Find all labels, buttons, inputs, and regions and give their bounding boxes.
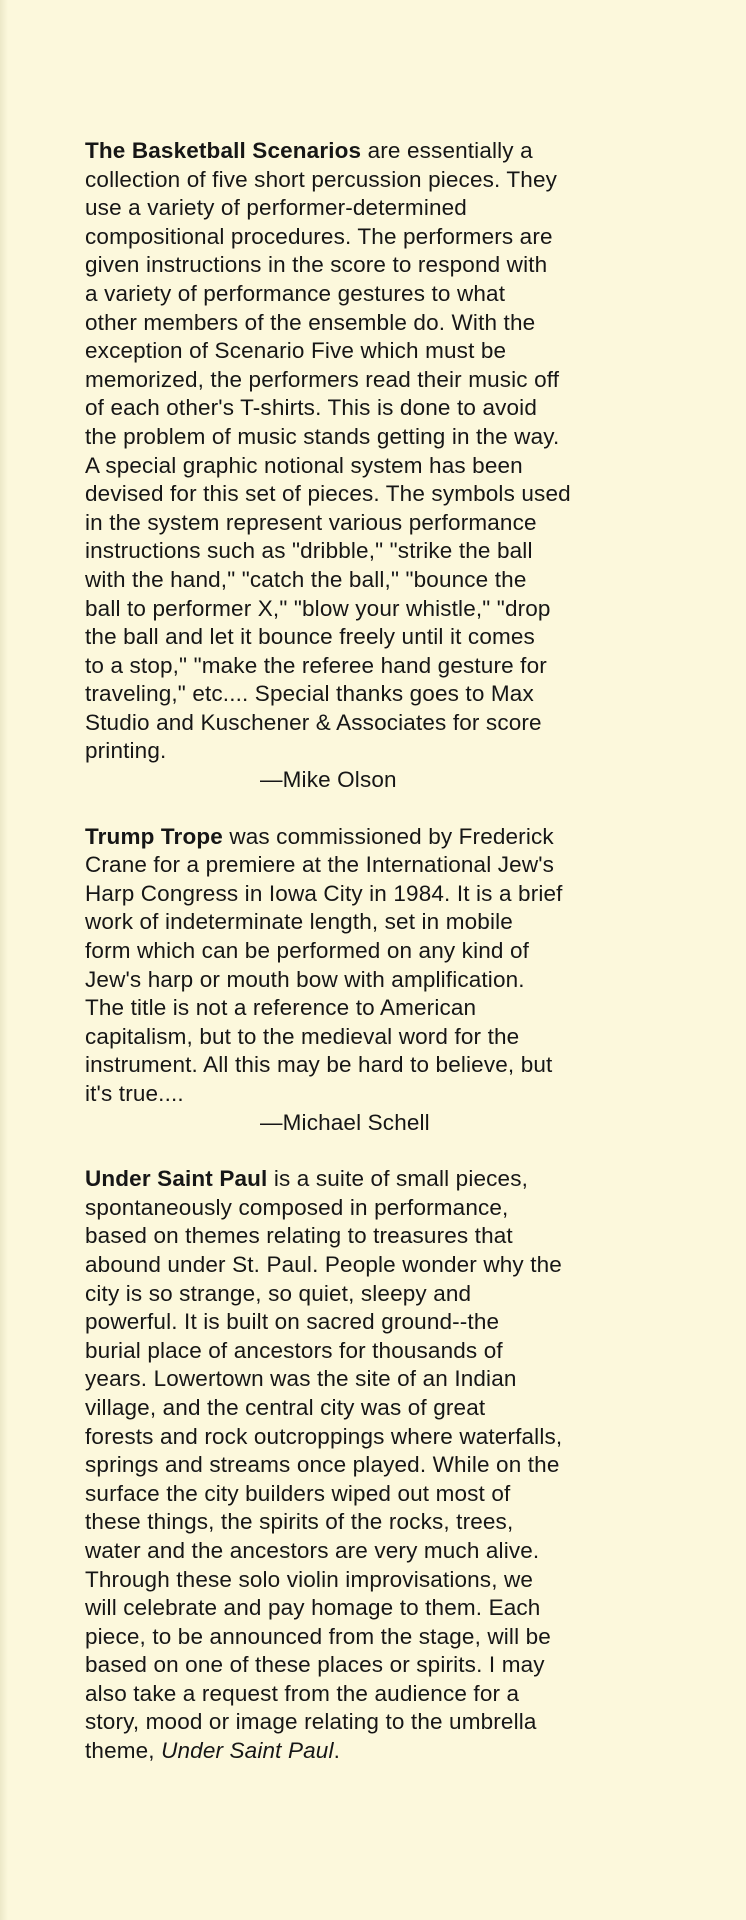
note-line: city is so strange, so quiet, sleepy and [85, 1280, 472, 1306]
piece-title: The Basketball Scenarios [85, 138, 362, 163]
note-line: in the system represent various performance [85, 509, 537, 535]
note-line: Through these solo violin improvisations, we [85, 1566, 534, 1592]
note-line: Studio and Kuschener & Associates for score [85, 709, 542, 735]
note-line: spontaneously composed in performance, [85, 1194, 509, 1220]
note-text: are essentially a [361, 138, 533, 163]
note-line: memorized, the performers read their music off [85, 366, 560, 392]
note-line [85, 137, 675, 166]
note-line: based on one of these places or spirits. I may [85, 1652, 545, 1678]
note-text: was commissioned by Frederick [222, 823, 554, 849]
note-line: printing. [85, 738, 167, 764]
note-line: instrument. All this may be hard to believe, but [85, 1052, 553, 1078]
note-line: work of indeterminate length, set in mobile [85, 909, 513, 935]
note-line: Crane for a premiere at the International Jew's [85, 852, 555, 878]
note-line: Jew's harp or mouth bow with amplification. [85, 966, 525, 992]
scan-edge [0, 0, 8, 1920]
note-line: it's true.... [85, 1081, 184, 1106]
note-line: collection of five short percussion pieces. They [85, 166, 558, 192]
note-line: will celebrate and pay homage to them. Each [85, 1595, 541, 1621]
note-line [85, 1165, 675, 1194]
note-line: to a stop," "make the referee hand gesture for [85, 652, 547, 678]
note-line: instructions such as "dribble," "strike the ball [85, 538, 533, 564]
note-line: compositional procedures. The performers are [85, 223, 553, 249]
note-line: springs and streams once played. While on the [85, 1452, 560, 1478]
note-line: years. Lowertown was the site of an Indian [85, 1366, 517, 1392]
note-line: Harp Congress in Iowa City in 1984. It is a brief [85, 880, 563, 906]
note-line: exception of Scenario Five which must be [85, 338, 507, 364]
note-text: theme, [85, 1738, 162, 1764]
piece-title: Under Saint Paul [85, 1166, 268, 1192]
italic-title: Under Saint Paul [161, 1738, 334, 1764]
note-line: surface the city builders wiped out most of [85, 1480, 511, 1506]
note-line: capitalism, but to the medieval word for the [85, 1023, 520, 1049]
note-line: these things, the spirits of the rocks, trees, [85, 1509, 514, 1535]
note-line: with the hand," "catch the ball," "bounce the [85, 566, 527, 592]
note-line: the problem of music stands getting in the way. [85, 423, 560, 449]
note-line: other members of the ensemble do. With the [85, 309, 536, 335]
note-line: The title is not a reference to American [85, 995, 477, 1021]
note-trump-trope [85, 823, 675, 1138]
note-under-saint-paul [85, 1165, 675, 1765]
note-line: forests and rock outcroppings where waterfalls, [85, 1423, 563, 1449]
section-gap [85, 1137, 675, 1165]
note-line: ball to performer X," "blow your whistle," "drop [85, 595, 551, 621]
note-line: abound under St. Paul. People wonder why the [85, 1251, 562, 1277]
note-line [85, 823, 675, 852]
note-line: of each other's T-shirts. This is done to avoid [85, 395, 537, 421]
note-line: water and the ancestors are very much alive. [85, 1537, 540, 1563]
section-gap [85, 795, 675, 823]
note-line: the ball and let it bounce freely until it comes [85, 624, 535, 650]
note-line: story, mood or image relating to the umbrella [85, 1709, 537, 1735]
note-line: devised for this set of pieces. The symbols used [85, 481, 571, 507]
note-line: form which can be performed on any kind of [85, 938, 530, 964]
note-line: A special graphic notional system has been [85, 452, 523, 478]
signature: —Mike Olson [260, 767, 397, 793]
note-line: village, and the central city was of great [85, 1394, 486, 1420]
note-basketball-scenarios [85, 137, 675, 795]
piece-title: Trump Trope [85, 823, 223, 849]
note-line: given instructions in the score to respond with [85, 252, 548, 278]
note-line: based on themes relating to treasures that [85, 1223, 513, 1249]
note-line: a variety of performance gestures to what [85, 280, 506, 306]
note-text: . [333, 1738, 341, 1764]
note-text: is a suite of small pieces, [267, 1166, 528, 1192]
note-line: traveling," etc.... Special thanks goes to Max [85, 681, 534, 707]
note-line [85, 1737, 675, 1766]
note-line: piece, to be announced from the stage, will be [85, 1623, 551, 1649]
note-line: also take a request from the audience for a [85, 1680, 520, 1706]
note-line: use a variety of performer-determined [85, 195, 467, 221]
note-line: burial place of ancestors for thousands of [85, 1337, 503, 1363]
signature: —Michael Schell [260, 1109, 430, 1135]
note-line: powerful. It is built on sacred ground--the [85, 1309, 500, 1335]
program-notes-column [85, 137, 675, 1766]
